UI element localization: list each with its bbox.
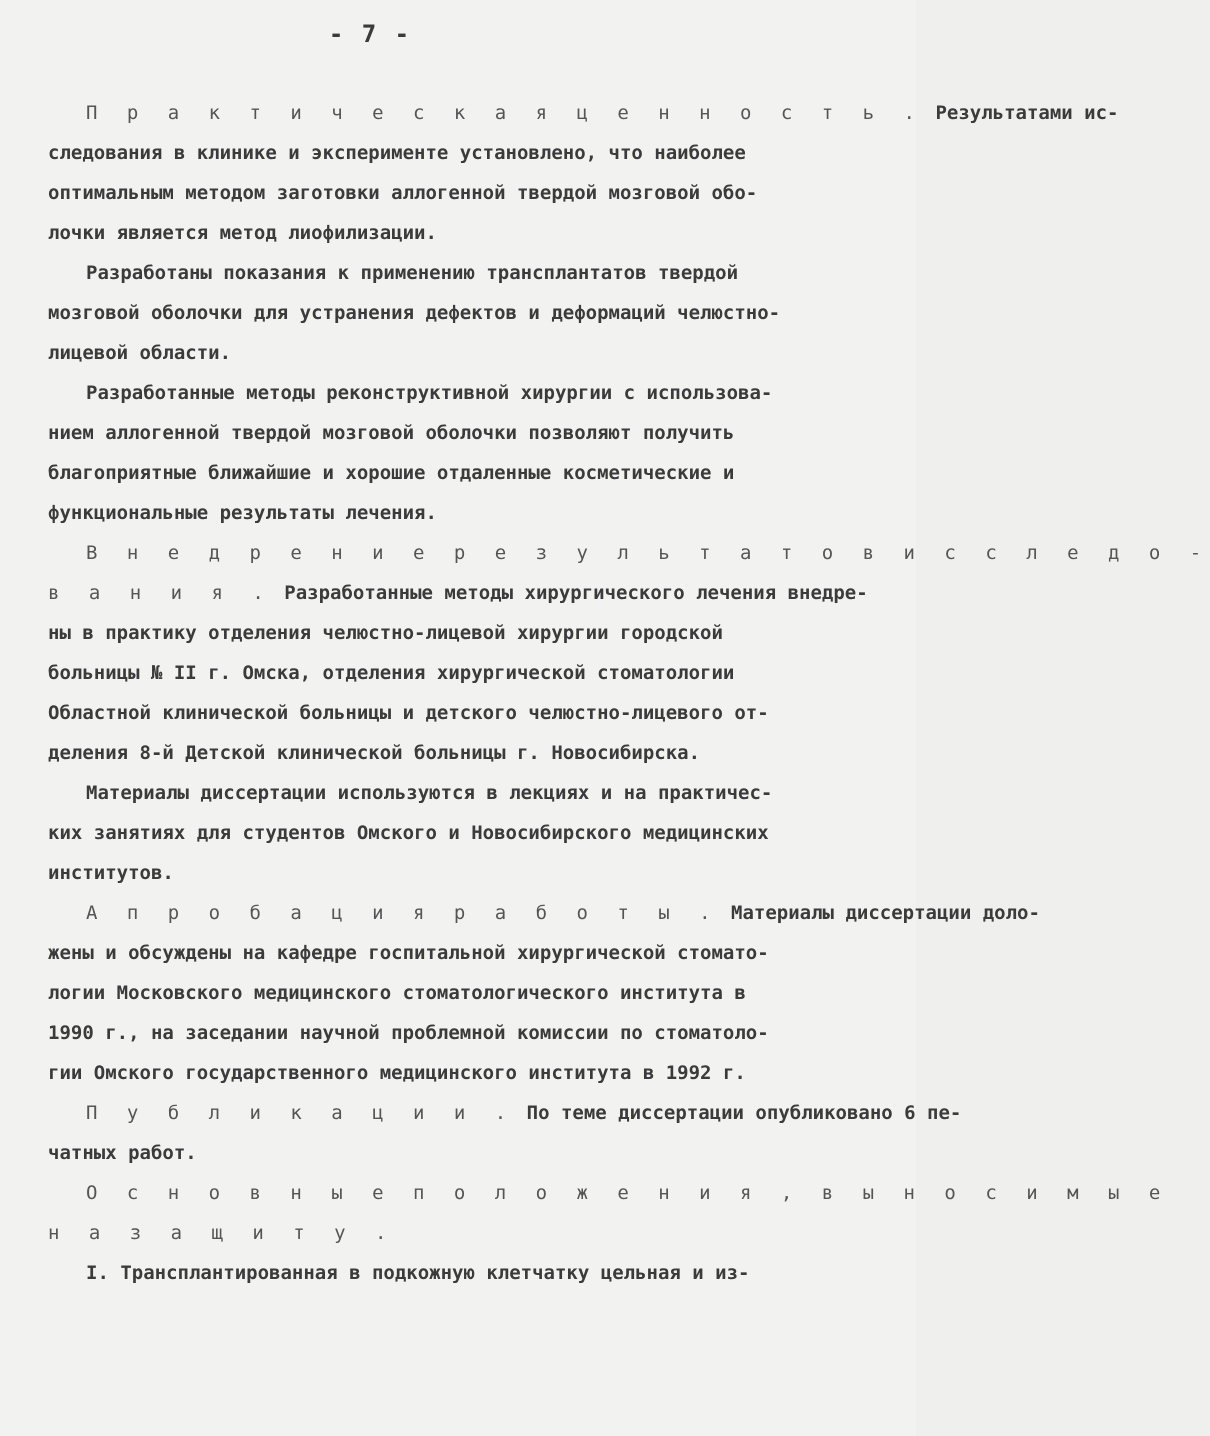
text-segment: жены и обсуждены на кафедре госпитальной хирургической стомато- bbox=[48, 942, 769, 964]
text-line bbox=[48, 853, 863, 893]
text-segment: нием аллогенной твердой мозговой оболочки позволяют получить bbox=[48, 422, 735, 444]
text-segment: По теме диссертации опубликовано 6 пе- bbox=[515, 1102, 962, 1124]
text-line bbox=[48, 1213, 863, 1253]
section-heading: В н е д р е н и е р е з у л ь т а т о в и с с л е д о - bbox=[86, 542, 1210, 564]
text-line bbox=[48, 653, 863, 693]
text-segment: больницы № II г. Омска, отделения хирургической стоматологии bbox=[48, 662, 735, 684]
text-segment: Областной клинической больницы и детского челюстно-лицевого от- bbox=[48, 702, 769, 724]
page-number: - 7 - bbox=[328, 20, 412, 48]
text-segment: логии Московского медицинского стоматологического института в bbox=[48, 982, 746, 1004]
text-line bbox=[48, 1053, 863, 1093]
section-heading: П у б л и к а ц и и . bbox=[86, 1102, 516, 1124]
text-line bbox=[48, 213, 863, 253]
text-line bbox=[48, 733, 863, 773]
text-line bbox=[48, 333, 863, 373]
text-line bbox=[48, 133, 863, 173]
text-line bbox=[48, 453, 863, 493]
text-line bbox=[48, 293, 863, 333]
text-segment: Разработаны показания к применению трансплантатов твердой bbox=[86, 262, 739, 284]
text-line bbox=[48, 373, 863, 413]
text-segment: оптимальным методом заготовки аллогенной твердой мозговой обо- bbox=[48, 182, 758, 204]
text-segment: лицевой области. bbox=[48, 342, 232, 364]
text-line bbox=[48, 613, 863, 653]
text-line bbox=[48, 173, 863, 213]
text-line bbox=[48, 413, 863, 453]
text-line bbox=[48, 533, 1210, 573]
text-segment: институтов. bbox=[48, 862, 174, 884]
text-line bbox=[48, 1093, 962, 1133]
text-line bbox=[48, 1013, 863, 1053]
section-heading: П р а к т и ч е с к а я ц е н н о с т ь . bbox=[86, 102, 924, 124]
text-line bbox=[48, 773, 863, 813]
text-segment: следования в клинике и эксперименте установлено, что наиболее bbox=[48, 142, 746, 164]
text-segment: чатных работ. bbox=[48, 1142, 197, 1164]
body-text bbox=[48, 93, 1210, 1293]
text-line bbox=[48, 813, 863, 853]
text-segment: деления 8-й Детской клинической больницы г. Новосибирска. bbox=[48, 742, 701, 764]
text-segment: мозговой оболочки для устранения дефектов и деформаций челюстно- bbox=[48, 302, 781, 324]
text-line bbox=[48, 1133, 863, 1173]
text-segment: Разработанные методы реконструктивной хирургии с использова- bbox=[86, 382, 773, 404]
text-line bbox=[48, 893, 1040, 933]
text-line bbox=[48, 973, 863, 1013]
section-heading: н а з а щ и т у . bbox=[48, 1222, 396, 1244]
text-segment: 1990 г., на заседании научной проблемной комиссии по стоматоло- bbox=[48, 1022, 769, 1044]
text-segment: Материалы диссертации используются в лекциях и на практичес- bbox=[86, 782, 773, 804]
text-line bbox=[48, 1253, 863, 1293]
text-line bbox=[48, 573, 868, 613]
text-segment: благоприятные ближайшие и хорошие отдаленные косметические и bbox=[48, 462, 735, 484]
text-line bbox=[48, 693, 863, 733]
text-line bbox=[48, 493, 863, 533]
text-line bbox=[48, 93, 1119, 133]
text-segment: Разработанные методы хирургического лечения внедре- bbox=[272, 582, 868, 604]
text-segment: Материалы диссертации доло- bbox=[719, 902, 1040, 924]
section-heading: А п р о б а ц и я р а б о т ы . bbox=[86, 902, 720, 924]
text-line bbox=[48, 1173, 1170, 1213]
text-segment: ких занятиях для студентов Омского и Новосибирского медицинских bbox=[48, 822, 769, 844]
text-segment: гии Омского государственного медицинского института в 1992 г. bbox=[48, 1062, 746, 1084]
text-segment: функциональные результаты лечения. bbox=[48, 502, 437, 524]
text-segment: ны в практику отделения челюстно-лицевой хирургии городской bbox=[48, 622, 723, 644]
text-line bbox=[48, 933, 863, 973]
text-line bbox=[48, 253, 863, 293]
section-heading: О с н о в н ы е п о л о ж е н и я , в ы н о с и м ы е bbox=[86, 1182, 1170, 1204]
text-segment: I. Трансплантированная в подкожную клетчатку цельная и из- bbox=[86, 1262, 750, 1284]
section-heading: в а н и я . bbox=[48, 582, 273, 604]
text-segment: лочки является метод лиофилизации. bbox=[48, 222, 437, 244]
text-segment: Результатами ис- bbox=[924, 102, 1119, 124]
